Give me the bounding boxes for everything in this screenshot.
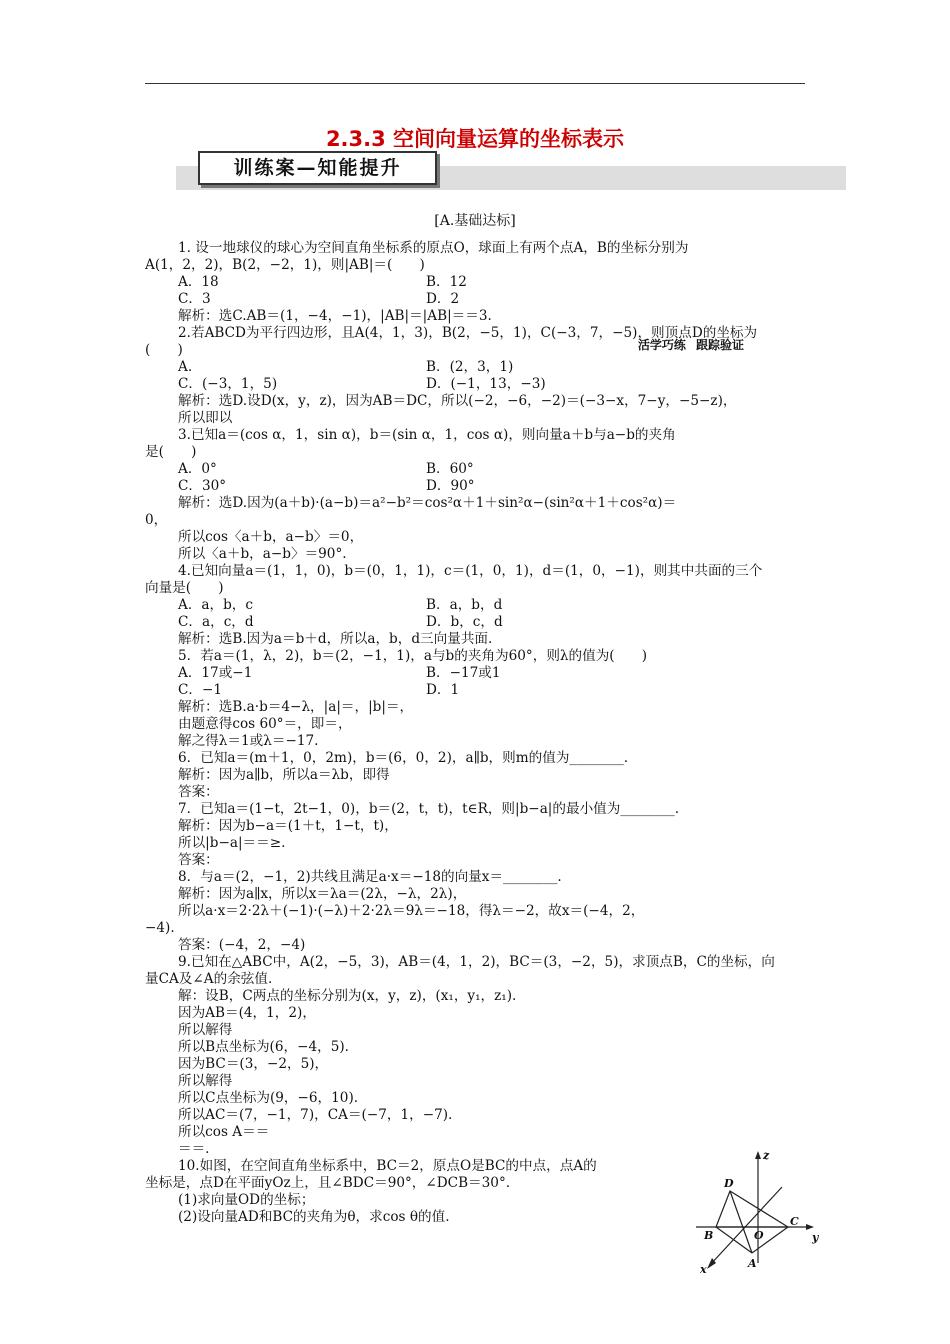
text-line: (1)求向量OD的坐标；: [178, 1192, 315, 1208]
text-line: 6．已知a＝(m＋1，0，2m)，b＝(6，0，2)，a∥b，则m的值为________.: [178, 750, 629, 766]
option: B．−17或1: [426, 665, 501, 681]
text-line: 所以〈a＋b，a−b〉＝90°.: [178, 546, 347, 562]
text-line: 所以解得: [178, 1073, 233, 1089]
text-line: 量CA及∠A的余弦值.: [145, 971, 273, 987]
option: B．a，b，d: [426, 597, 503, 613]
text-line: 2.若ABCD为平行四边形，且A(4，1，3)，B(2，−5，1)，C(−3，7，−5)，则顶点D的坐标为: [178, 325, 758, 341]
text-line: 因为AB＝(4，1，2)，: [178, 1005, 316, 1021]
option: A．17或−1: [178, 665, 253, 681]
text-line: 4.已知向量a＝(1，1，0)，b＝(0，1，1)，c＝(1，0，1)，d＝(1，0，−1)，则其中共面的三个: [178, 563, 763, 579]
label-z: z: [763, 1149, 770, 1162]
section-label: [A.基础达标]: [434, 213, 516, 229]
option-row: [145, 597, 813, 614]
label-b: B: [704, 1229, 714, 1242]
option: D．1: [426, 682, 460, 698]
option-row: [145, 274, 813, 291]
banner-right-text: 活学巧练 跟踪验证: [637, 338, 744, 352]
option: D．b，c，d: [426, 614, 503, 630]
label-x: x: [700, 1263, 707, 1275]
text-line: 3.已知a＝(cos α，1，sin α)，b＝(sin α，1，cos α)，则向量a＋b与a−b的夹角: [178, 427, 676, 443]
label-a: A: [748, 1257, 757, 1270]
z-arrow: [755, 1151, 761, 1159]
text-line: 解析：因为a∥x，所以x＝λa＝(2λ，−λ，2λ)，: [178, 886, 467, 902]
text-line: 由题意得cos 60°＝，即＝，: [178, 716, 352, 732]
text-line: 9.已知在△ABC中，A(2，−5，3)，AB＝(4，1，2)，BC＝(3，−2，5)，求顶点B，C的坐标，向: [178, 954, 775, 970]
option: C．3: [178, 291, 211, 307]
option: A．18: [178, 274, 219, 290]
option: A.: [178, 359, 193, 375]
text-line: 10.如图，在空间直角坐标系中，BC＝2，原点O是BC的中点，点A的: [178, 1158, 597, 1174]
text-line: ( ): [145, 342, 183, 358]
text-line: 解析：选B.因为a＝b＋d，所以a，b，d三向量共面.: [178, 631, 493, 647]
text-line: 解析：因为a∥b，所以a＝λb，即得: [178, 767, 390, 783]
option-row: [145, 614, 813, 631]
text-line: ＝＝.: [178, 1141, 210, 1157]
option: B．12: [426, 274, 467, 290]
option-row: [145, 359, 813, 376]
text-line: 8．与a＝(2，−1，2)共线且满足a·x＝−18的向量x＝________.: [178, 869, 562, 885]
option-row: [145, 376, 813, 393]
option-row: [145, 682, 813, 699]
text-line: 向量是( ): [145, 580, 224, 596]
text-line: 所以解得: [178, 1022, 233, 1038]
exercise-content: [145, 240, 813, 1226]
label-c: C: [790, 1215, 799, 1228]
option-row: [145, 478, 813, 495]
option-row: [145, 461, 813, 478]
text-line: 所以cos A＝＝: [178, 1124, 270, 1140]
option: C．a，c，d: [178, 614, 254, 630]
text-line: 所以B点坐标为(6，−4，5).: [178, 1039, 350, 1055]
option: A．a，b，c: [178, 597, 254, 613]
text-line: 坐标是，点D在平面yOz上，且∠BDC＝90°，∠DCB＝30°.: [145, 1175, 511, 1191]
text-line: 解之得λ＝1或λ＝−17.: [178, 733, 319, 749]
option: A．0°: [178, 461, 217, 477]
option: C．−1: [178, 682, 223, 698]
option: B．(2，3，1): [426, 359, 514, 375]
option: C．30°: [178, 478, 227, 494]
text-line: 答案：: [178, 852, 219, 868]
page-title: 2.3.3 空间向量运算的坐标表示: [325, 127, 625, 151]
text-line: 所以|b−a|＝＝≥.: [178, 835, 286, 851]
text-line: 0，: [145, 512, 168, 528]
option: B．60°: [426, 461, 474, 477]
text-line: 所以a·x＝2·2λ＋(−1)·(−λ)＋2·2λ＝9λ＝−18，得λ＝−2，故x＝(−4，2，: [178, 903, 645, 919]
text-line: 答案：(−4，2，−4): [178, 937, 306, 953]
text-line: 1. 设一地球仪的球心为空间直角坐标系的原点O，球面上有两个点A，B的坐标分别为: [178, 240, 689, 256]
text-line: 所以即以: [178, 410, 233, 426]
option: D．90°: [426, 478, 475, 494]
text-line: 解析：选D.因为(a＋b)·(a−b)＝a²−b²＝cos²α＋1＋sin²α−(sin²α＋1＋cos²α)＝: [178, 495, 677, 511]
segment-ba: [716, 1227, 752, 1253]
text-line: 解析：因为b−a＝(1＋t，1−t，t)，: [178, 818, 398, 834]
option: D．(−1，13，−3): [426, 376, 546, 392]
text-line: 解析：选B.a·b＝4−λ，|a|＝，|b|＝，: [178, 699, 414, 715]
label-d: D: [724, 1177, 734, 1190]
option-row: [145, 665, 813, 682]
text-line: −4).: [145, 920, 175, 936]
triangle-bdc: [716, 1191, 788, 1227]
label-y: y: [812, 1231, 819, 1244]
text-line: 解析：选C.AB＝(1，−4，−1)，|AB|＝|AB|＝＝3.: [178, 308, 492, 324]
option-row: [145, 291, 813, 308]
text-line: 解析：选D.设D(x，y，z)，因为AB＝DC，所以(−2，−6，−2)＝(−3−x，7−y，−5−z)，: [178, 393, 737, 409]
option: D．2: [426, 291, 460, 307]
text-line: 所以C点坐标为(9，−6，10).: [178, 1090, 359, 1106]
text-line: 所以cos〈a＋b，a−b〉＝0，: [178, 529, 364, 545]
coordinate-figure: [688, 1145, 823, 1275]
text-line: 5．若a＝(1，λ，2)，b＝(2，−1，1)，a与b的夹角为60°，则λ的值为( ): [178, 648, 648, 664]
top-rule: [145, 83, 805, 84]
text-line: (2)设向量AD和BC的夹角为θ，求cos θ的值.: [178, 1209, 450, 1225]
x-axis: [710, 1187, 782, 1265]
text-line: 因为BC＝(3，−2，5)，: [178, 1056, 329, 1072]
text-line: A(1，2，2)，B(2，−2，1)，则|AB|＝( ): [145, 257, 425, 273]
text-line: 是( ): [145, 444, 197, 460]
text-line: 所以AC＝(7，−1，7)，CA＝(−7，1，−7).: [178, 1107, 453, 1123]
segment-da: [730, 1191, 752, 1253]
text-line: 答案：: [178, 784, 219, 800]
y-arrow: [806, 1224, 814, 1230]
label-o: O: [754, 1229, 764, 1242]
banner-label: 训练案—知能提升: [198, 151, 437, 185]
option: C．(−3，1，5): [178, 376, 278, 392]
text-line: 7．已知a＝(1−t，2t−1，0)，b＝(2，t，t)，t∈R，则|b−a|的最小值为________.: [178, 801, 680, 817]
text-line: 解：设B，C两点的坐标分别为(x，y，z)，(x₁，y₁，z₁).: [178, 988, 517, 1004]
